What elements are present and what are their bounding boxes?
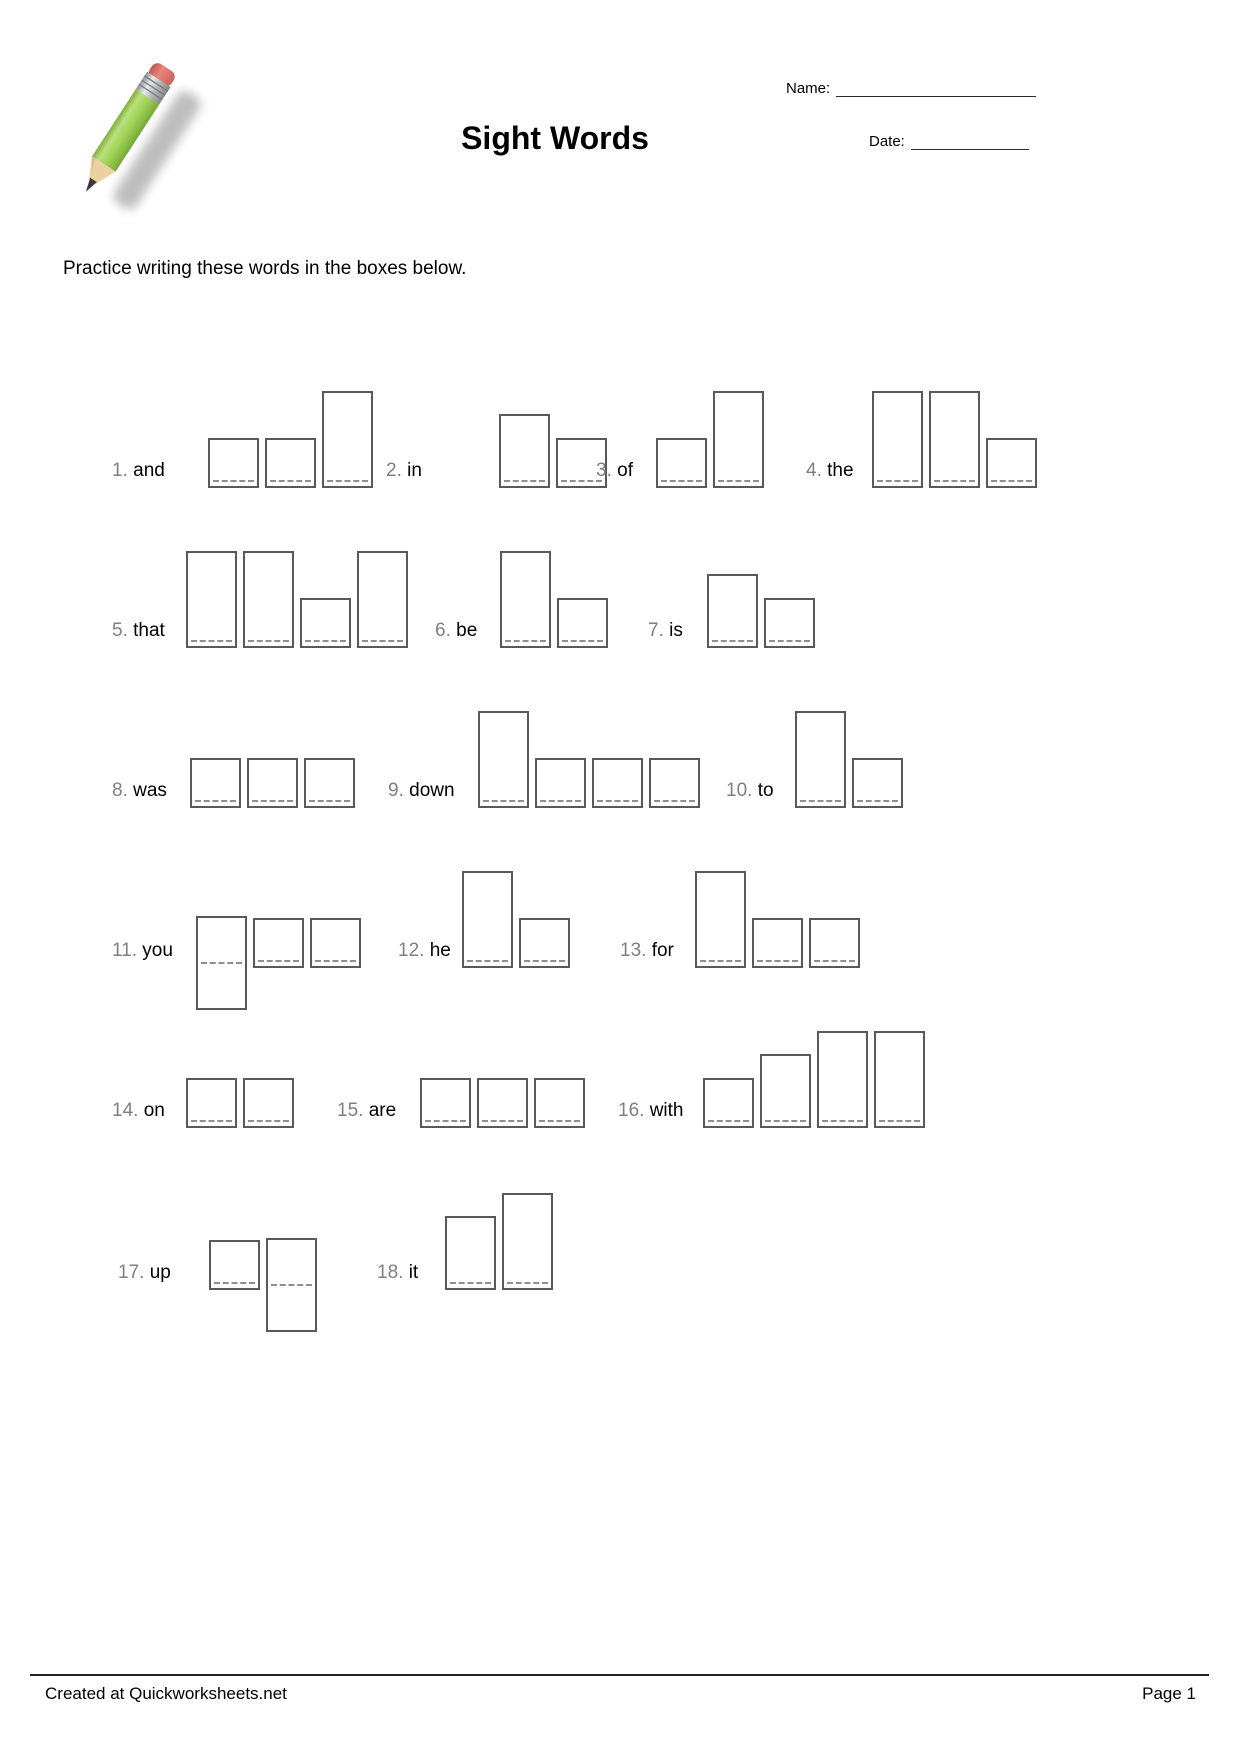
word-unit-are	[337, 1030, 601, 1128]
word-number: 1.	[112, 460, 128, 481]
word-unit-in	[386, 390, 623, 488]
letter-box-small	[186, 1078, 237, 1128]
word-text: for	[651, 940, 674, 961]
letter-box-desc	[196, 916, 247, 1010]
letter-box-tall	[695, 871, 746, 968]
letter-box-tall	[357, 551, 408, 648]
word-unit-it	[377, 1192, 569, 1290]
word-text: of	[617, 460, 633, 481]
word-number: 11.	[112, 940, 138, 961]
letter-box-small	[592, 758, 643, 808]
word-label	[112, 620, 165, 642]
word-unit-was	[112, 710, 371, 808]
letter-box-mid	[707, 574, 758, 648]
letter-box-small	[519, 918, 570, 968]
letter-box-small	[304, 758, 355, 808]
word-text: up	[149, 1262, 171, 1283]
letter-box-tall	[186, 551, 237, 648]
letter-boxes	[707, 574, 815, 648]
letter-boxes	[656, 391, 764, 488]
letter-boxes	[445, 1193, 553, 1290]
letter-box-small	[265, 438, 316, 488]
word-unit-the	[806, 390, 1053, 488]
word-number: 9.	[388, 780, 404, 801]
letter-box-small	[253, 918, 304, 968]
word-unit-he	[398, 870, 586, 968]
letter-box-tall	[322, 391, 373, 488]
letter-box-mid	[499, 414, 550, 488]
word-label	[377, 1262, 418, 1284]
word-number: 14.	[112, 1100, 139, 1121]
word-number: 17.	[118, 1262, 145, 1283]
word-text: is	[669, 620, 683, 641]
date-label: Date:	[869, 133, 905, 150]
word-number: 8.	[112, 780, 128, 801]
word-label	[388, 780, 455, 802]
letter-boxes	[703, 1031, 925, 1128]
letter-box-tall	[500, 551, 551, 648]
letter-box-small	[752, 918, 803, 968]
word-number: 3.	[596, 460, 612, 481]
word-number: 2.	[386, 460, 402, 481]
word-label	[112, 460, 165, 482]
letter-box-tall	[462, 871, 513, 968]
letter-box-mid	[760, 1054, 811, 1128]
word-unit-down	[388, 710, 716, 808]
letter-boxes	[186, 1078, 294, 1128]
letter-box-small	[300, 598, 351, 648]
letter-boxes	[420, 1078, 585, 1128]
word-text: and	[133, 460, 165, 481]
letter-box-small	[557, 598, 608, 648]
word-unit-be	[435, 550, 624, 648]
word-label	[648, 620, 683, 642]
letter-box-tall	[243, 551, 294, 648]
letter-box-tall	[874, 1031, 925, 1128]
word-number: 15.	[337, 1100, 364, 1121]
letter-box-tall	[929, 391, 980, 488]
word-label	[112, 940, 173, 962]
word-label	[398, 940, 451, 962]
letter-box-small	[852, 758, 903, 808]
letter-boxes	[795, 711, 903, 808]
footer-divider	[30, 1674, 1209, 1676]
word-text: with	[649, 1100, 684, 1121]
word-label	[112, 1100, 165, 1122]
instruction-text: Practice writing these words in the boxes below.	[63, 258, 467, 279]
letter-boxes	[872, 391, 1037, 488]
word-number: 4.	[806, 460, 822, 481]
page-number: Page 1	[1142, 1684, 1196, 1703]
letter-boxes	[499, 414, 607, 488]
word-unit-you	[112, 870, 377, 968]
word-number: 16.	[618, 1100, 645, 1121]
letter-box-tall	[713, 391, 764, 488]
word-label	[620, 940, 674, 962]
letter-boxes	[462, 871, 570, 968]
letter-boxes	[500, 551, 608, 648]
letter-box-tall	[795, 711, 846, 808]
letter-boxes	[209, 1238, 317, 1290]
letter-boxes	[695, 871, 860, 968]
letter-box-tall	[502, 1193, 553, 1290]
word-number: 6.	[435, 620, 451, 641]
word-text: down	[409, 780, 455, 801]
word-label	[618, 1100, 684, 1122]
word-label	[596, 460, 633, 482]
letter-box-small	[809, 918, 860, 968]
word-unit-up	[118, 1192, 333, 1290]
letter-box-small	[764, 598, 815, 648]
footer-credit: Created at Quickworksheets.net	[45, 1684, 287, 1703]
letter-boxes	[478, 711, 700, 808]
letter-box-small	[310, 918, 361, 968]
word-label	[806, 460, 854, 482]
letter-box-desc	[266, 1238, 317, 1332]
letter-box-tall	[872, 391, 923, 488]
word-text: was	[133, 780, 167, 801]
date-field	[869, 133, 1029, 150]
pencil-icon	[52, 45, 212, 225]
date-underline	[911, 135, 1029, 150]
word-unit-that	[112, 550, 424, 648]
letter-box-small	[209, 1240, 260, 1290]
word-text: it	[408, 1262, 419, 1283]
letter-box-small	[477, 1078, 528, 1128]
letter-box-mid	[445, 1216, 496, 1290]
letter-box-small	[535, 758, 586, 808]
word-number: 18.	[377, 1262, 404, 1283]
word-label	[386, 460, 422, 482]
word-unit-is	[648, 550, 831, 648]
letter-box-tall	[817, 1031, 868, 1128]
word-label	[112, 780, 167, 802]
word-number: 13.	[620, 940, 647, 961]
letter-box-small	[534, 1078, 585, 1128]
letter-boxes	[208, 391, 373, 488]
word-number: 7.	[648, 620, 664, 641]
letter-boxes	[190, 758, 355, 808]
word-unit-for	[620, 870, 876, 968]
letter-box-small	[247, 758, 298, 808]
letter-box-small	[420, 1078, 471, 1128]
letter-box-small	[243, 1078, 294, 1128]
pencil-icon-svg	[52, 45, 212, 225]
letter-box-small	[649, 758, 700, 808]
word-text: that	[133, 620, 165, 641]
letter-boxes	[196, 916, 361, 968]
word-unit-on	[112, 1030, 310, 1128]
word-unit-of	[596, 390, 780, 488]
word-label	[726, 780, 774, 802]
word-unit-with	[618, 1030, 941, 1128]
word-number: 10.	[726, 780, 753, 801]
word-text: in	[407, 460, 422, 481]
word-text: are	[368, 1100, 397, 1121]
name-field	[786, 80, 1036, 97]
letter-box-small	[656, 438, 707, 488]
letter-box-small	[208, 438, 259, 488]
word-label	[118, 1262, 171, 1284]
word-text: be	[456, 620, 478, 641]
word-text: to	[757, 780, 774, 801]
word-label	[337, 1100, 396, 1122]
name-underline	[836, 82, 1036, 97]
letter-box-tall	[478, 711, 529, 808]
page-title: Sight Words	[461, 120, 649, 156]
letter-box-small	[703, 1078, 754, 1128]
word-number: 5.	[112, 620, 128, 641]
word-number: 12.	[398, 940, 425, 961]
word-text: the	[827, 460, 854, 481]
letter-box-small	[986, 438, 1037, 488]
word-unit-to	[726, 710, 919, 808]
word-label	[435, 620, 477, 642]
word-text: on	[143, 1100, 165, 1121]
name-label: Name:	[786, 80, 831, 97]
letter-boxes	[186, 551, 408, 648]
word-text: you	[142, 940, 173, 961]
word-unit-and	[112, 390, 389, 488]
word-text: he	[429, 940, 451, 961]
letter-box-small	[190, 758, 241, 808]
